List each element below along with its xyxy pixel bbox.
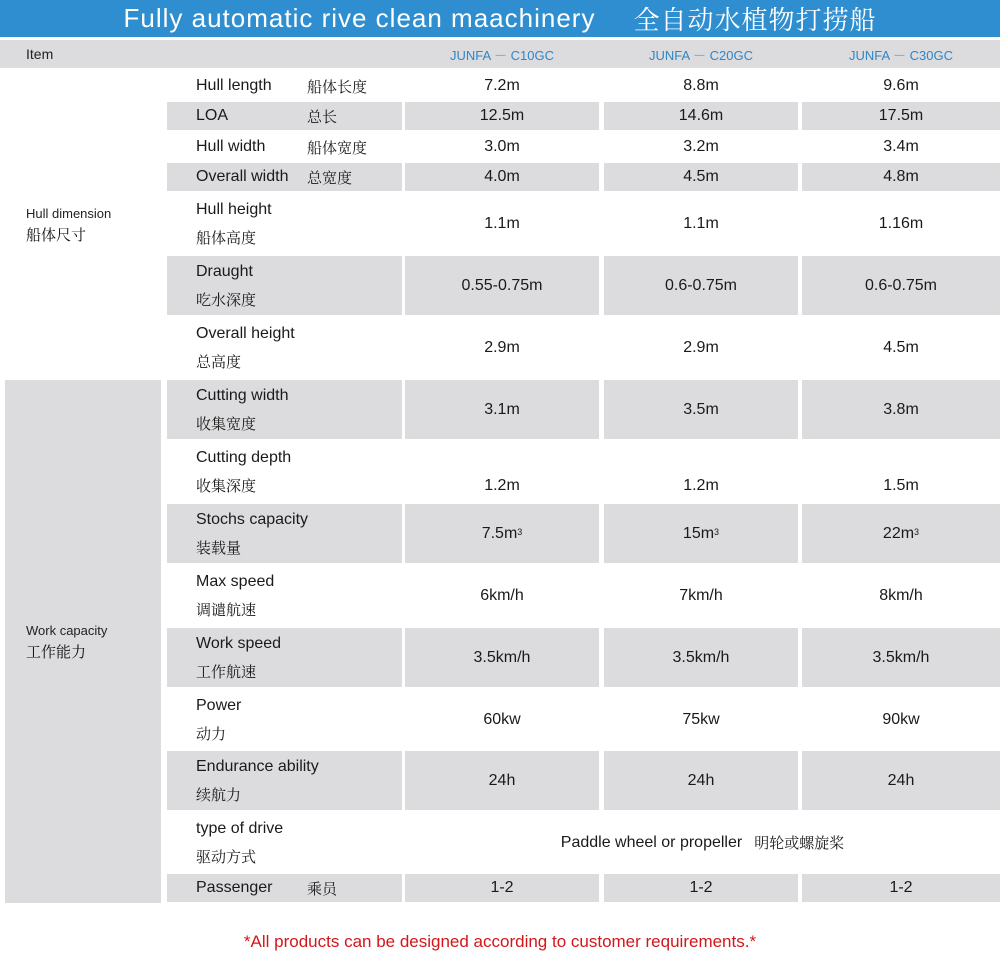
drive-type-en: Paddle wheel or propeller [560, 833, 743, 851]
cell-c10gc: 1.1m [484, 214, 520, 232]
cell-c10gc: 1-2 [405, 874, 599, 902]
table-row-stochs-capacity [0, 504, 1000, 563]
customization-footnote: *All products can be designed according to customer requirements.* [243, 932, 757, 951]
group-work-label-cn: 工作能力 [26, 643, 87, 661]
row-label [167, 628, 402, 687]
cell-c30gc: 24h [802, 751, 1000, 810]
table-row-max-speed [0, 566, 1000, 625]
table-row-overall-height [0, 318, 1000, 377]
row-label-cn: 总宽度 [307, 169, 353, 187]
row-label-cn: 总长 [307, 108, 338, 126]
cell-c10gc: 7.2m [484, 77, 520, 94]
cell-c30gc: 3.5km/h [802, 628, 1000, 687]
cell-c10gc [405, 504, 599, 563]
cell-c30gc: 0.6-0.75m [802, 256, 1000, 315]
row-label [167, 318, 402, 377]
row-label-en: Cutting width [196, 386, 289, 404]
cell-c20gc: 14.6m [604, 102, 798, 130]
cell-c20gc: 75kw [682, 710, 720, 728]
row-label-cn: 乘员 [307, 880, 338, 898]
row-label-en: Overall height [196, 324, 295, 342]
cell-c30gc: 90kw [882, 710, 920, 728]
title-chinese: 全自动水植物打捞船 [633, 5, 877, 35]
cell-c10gc: 1.2m [484, 477, 520, 494]
row-label [167, 256, 402, 315]
row-label-en: Hull height [196, 200, 272, 218]
cell-value: 7.5m [481, 524, 518, 542]
cell-c20gc: 2.9m [683, 338, 719, 356]
row-label-cn: 船体高度 [196, 229, 257, 247]
row-label-cn: 动力 [196, 725, 227, 743]
row-label-cn: 收集宽度 [196, 415, 257, 433]
table-row-hull-height [0, 194, 1000, 253]
row-label [167, 504, 402, 563]
row-label-cn: 收集深度 [196, 477, 257, 495]
cell-c30gc: 3.8m [802, 380, 1000, 439]
cell-c30gc: 1.16m [878, 214, 924, 232]
title-banner [0, 0, 1000, 37]
cell-drive-type [405, 813, 1000, 872]
cubic-superscript: 3 [914, 526, 920, 537]
cell-c30gc: 4.5m [883, 338, 919, 356]
row-label [167, 380, 402, 439]
model-name-c20gc: JUNFA － C20GC [648, 47, 754, 63]
row-label-en: Cutting depth [196, 448, 292, 466]
cell-c10gc: 6km/h [480, 586, 524, 604]
row-label [167, 102, 402, 130]
row-label-en: Stochs capacity [196, 510, 309, 528]
cell-c30gc: 8km/h [879, 586, 923, 604]
cell-c30gc: 3.4m [883, 138, 919, 155]
cell-c20gc: 1.1m [683, 214, 719, 232]
cell-c20gc: 3.2m [683, 138, 719, 155]
row-label [167, 874, 402, 902]
row-label-en: Endurance ability [196, 757, 319, 775]
cell-c10gc: 60kw [483, 710, 521, 728]
table-row-overall-width [0, 163, 1000, 191]
table-row-passenger [0, 874, 1000, 902]
table-row-hull-length [0, 72, 1000, 100]
row-label-en: Work speed [196, 634, 282, 652]
cell-c20gc: 1-2 [604, 874, 798, 902]
table-row-draught [0, 256, 1000, 315]
table-row-cutting-depth [0, 442, 1000, 501]
row-label-cn: 吃水深度 [196, 291, 257, 309]
row-label-en: Hull width [196, 138, 266, 155]
row-label-en: Passenger [196, 879, 273, 896]
row-label-cn: 调谴航速 [196, 601, 257, 619]
cell-value: 22m [882, 524, 915, 542]
cell-c10gc: 24h [405, 751, 599, 810]
cell-c10gc: 2.9m [484, 338, 520, 356]
cell-c10gc: 12.5m [405, 102, 599, 130]
row-label [167, 751, 402, 810]
row-label-cn: 船体长度 [307, 78, 368, 96]
row-label-cn: 驱动方式 [196, 848, 257, 866]
cell-c30gc: 17.5m [802, 102, 1000, 130]
table-header-row [0, 40, 1000, 68]
row-label [167, 194, 402, 253]
row-label [167, 566, 402, 625]
cell-value: 15m [682, 524, 715, 542]
cell-c20gc: 3.5m [604, 380, 798, 439]
cell-c10gc: 0.55-0.75m [405, 256, 599, 315]
header-item-label: Item [26, 46, 54, 62]
table-row-hull-width [0, 133, 1000, 161]
cell-c20gc: 24h [604, 751, 798, 810]
row-label [167, 690, 402, 749]
row-label-cn: 总高度 [196, 353, 242, 371]
cell-c20gc: 3.5km/h [604, 628, 798, 687]
cell-c10gc: 3.1m [405, 380, 599, 439]
row-label-cn: 船体宽度 [307, 139, 368, 157]
cell-c30gc: 4.8m [802, 163, 1000, 191]
drive-type-cn: 明轮或螺旋桨 [754, 835, 845, 852]
cubic-superscript: 3 [517, 526, 523, 537]
row-label [167, 133, 402, 161]
row-label [167, 813, 402, 872]
row-label-en: Draught [196, 262, 253, 280]
group-hull-label-cn: 船体尺寸 [26, 226, 87, 244]
table-row-endurance-ability [0, 751, 1000, 810]
row-label [167, 442, 402, 501]
cell-c20gc: 4.5m [604, 163, 798, 191]
table-row-cutting-width [0, 380, 1000, 439]
row-label-en: LOA [196, 107, 229, 124]
model-name-c10gc: JUNFA － C10GC [449, 47, 555, 63]
table-row-loa [0, 102, 1000, 130]
cell-c30gc: 1.5m [883, 477, 919, 494]
row-label [167, 72, 402, 100]
row-label-en: type of drive [196, 819, 284, 837]
cell-c10gc: 3.5km/h [405, 628, 599, 687]
row-label-cn: 装载量 [196, 539, 242, 557]
table-row-work-speed [0, 628, 1000, 687]
cell-c20gc: 8.8m [683, 77, 719, 94]
cell-c10gc: 3.0m [484, 138, 520, 155]
cubic-superscript: 3 [714, 526, 720, 537]
row-label-en: Overall width [196, 168, 289, 185]
group-work-label-en: Work capacity [26, 622, 108, 638]
table-row-power [0, 690, 1000, 749]
group-hull-label-en: Hull dimension [26, 205, 112, 221]
cell-c30gc [802, 504, 1000, 563]
cell-c10gc: 4.0m [405, 163, 599, 191]
cell-c20gc: 7km/h [679, 586, 723, 604]
table-row-type-of-drive [0, 813, 1000, 872]
row-label-en: Max speed [196, 572, 275, 590]
row-label-en: Hull length [196, 77, 272, 94]
cell-c20gc: 1.2m [683, 477, 719, 494]
row-label [167, 163, 402, 191]
title-english: Fully automatic rive clean maachinery [123, 3, 596, 33]
cell-c20gc [604, 504, 798, 563]
row-label-cn: 续航力 [196, 786, 242, 804]
model-name-c30gc: JUNFA － C30GC [848, 47, 954, 63]
row-label-en: Power [196, 696, 242, 714]
cell-c20gc: 0.6-0.75m [604, 256, 798, 315]
row-label-cn: 工作航速 [196, 663, 257, 681]
cell-c30gc: 1-2 [802, 874, 1000, 902]
cell-c30gc: 9.6m [883, 77, 919, 94]
